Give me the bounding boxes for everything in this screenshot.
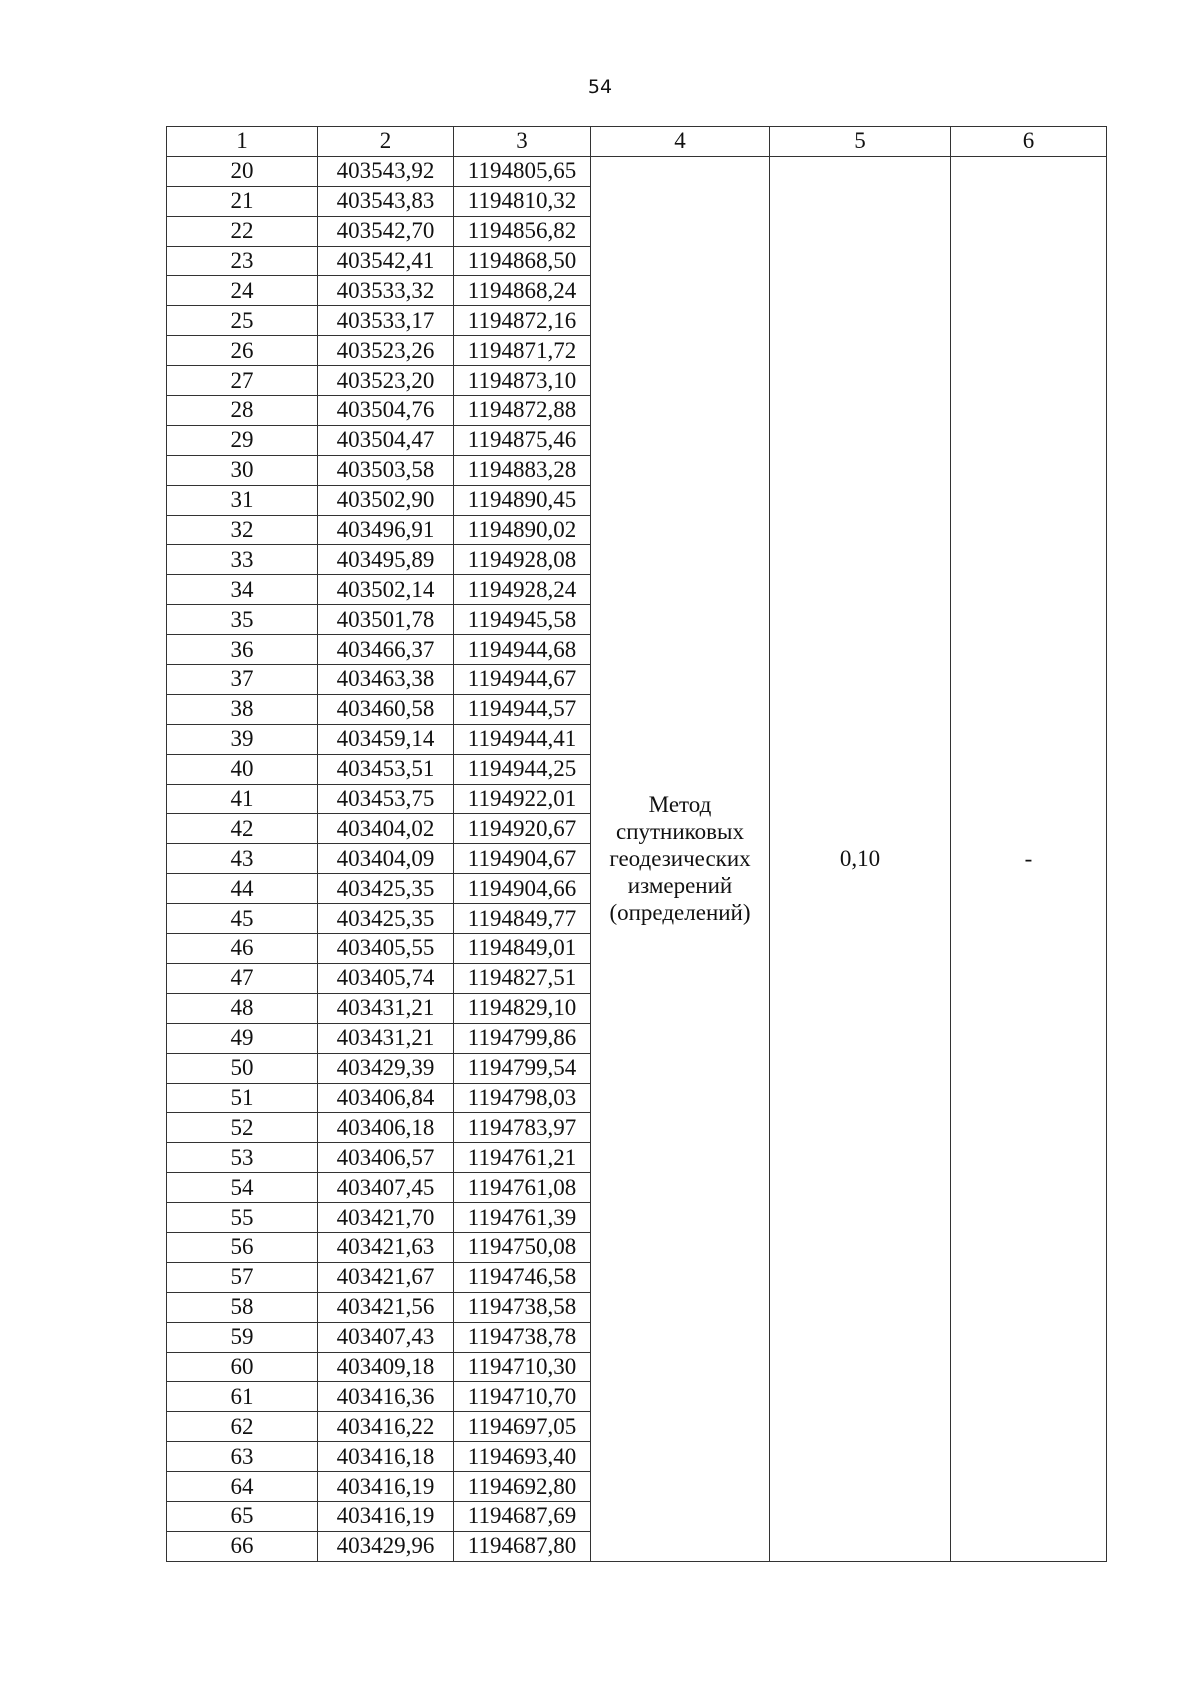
x-coordinate-cell: 403503,58 bbox=[318, 455, 454, 485]
point-number-cell: 55 bbox=[167, 1203, 318, 1233]
point-number-cell: 51 bbox=[167, 1083, 318, 1113]
point-number-cell: 36 bbox=[167, 635, 318, 665]
point-number-cell: 53 bbox=[167, 1143, 318, 1173]
x-coordinate-cell: 403421,70 bbox=[318, 1203, 454, 1233]
page-number: 54 bbox=[587, 76, 613, 98]
y-coordinate-cell: 1194922,01 bbox=[454, 784, 591, 814]
point-number-cell: 58 bbox=[167, 1292, 318, 1322]
y-coordinate-cell: 1194693,40 bbox=[454, 1442, 591, 1472]
point-number-cell: 57 bbox=[167, 1262, 318, 1292]
method-text-line: измерений bbox=[627, 873, 733, 899]
y-coordinate-cell: 1194805,65 bbox=[454, 156, 591, 186]
point-number-cell: 48 bbox=[167, 993, 318, 1023]
x-coordinate-cell: 403407,45 bbox=[318, 1173, 454, 1203]
accuracy-cell: 0,10 bbox=[770, 156, 951, 1561]
y-coordinate-cell: 1194829,10 bbox=[454, 993, 591, 1023]
point-number-cell: 28 bbox=[167, 396, 318, 426]
point-number-cell: 56 bbox=[167, 1232, 318, 1262]
y-coordinate-cell: 1194871,72 bbox=[454, 336, 591, 366]
table-header bbox=[167, 127, 1107, 157]
x-coordinate-cell: 403429,39 bbox=[318, 1053, 454, 1083]
x-coordinate-cell: 403406,84 bbox=[318, 1083, 454, 1113]
y-coordinate-cell: 1194873,10 bbox=[454, 366, 591, 396]
x-coordinate-cell: 403543,83 bbox=[318, 186, 454, 216]
header-col-6: 6 bbox=[951, 127, 1107, 157]
x-coordinate-cell: 403460,58 bbox=[318, 694, 454, 724]
y-coordinate-cell: 1194798,03 bbox=[454, 1083, 591, 1113]
point-number-cell: 45 bbox=[167, 904, 318, 934]
y-coordinate-cell: 1194783,97 bbox=[454, 1113, 591, 1143]
y-coordinate-cell: 1194944,57 bbox=[454, 694, 591, 724]
y-coordinate-cell: 1194697,05 bbox=[454, 1412, 591, 1442]
point-number-cell: 34 bbox=[167, 575, 318, 605]
header-col-5: 5 bbox=[770, 127, 951, 157]
y-coordinate-cell: 1194928,24 bbox=[454, 575, 591, 605]
header-col-1: 1 bbox=[167, 127, 318, 157]
point-number-cell: 66 bbox=[167, 1531, 318, 1561]
y-coordinate-cell: 1194761,39 bbox=[454, 1203, 591, 1233]
x-coordinate-cell: 403421,63 bbox=[318, 1232, 454, 1262]
y-coordinate-cell: 1194849,77 bbox=[454, 904, 591, 934]
point-number-cell: 25 bbox=[167, 306, 318, 336]
x-coordinate-cell: 403466,37 bbox=[318, 635, 454, 665]
y-coordinate-cell: 1194761,08 bbox=[454, 1173, 591, 1203]
x-coordinate-cell: 403421,67 bbox=[318, 1262, 454, 1292]
y-coordinate-cell: 1194904,66 bbox=[454, 874, 591, 904]
x-coordinate-cell: 403421,56 bbox=[318, 1292, 454, 1322]
x-coordinate-cell: 403542,70 bbox=[318, 216, 454, 246]
x-coordinate-cell: 403407,43 bbox=[318, 1322, 454, 1352]
x-coordinate-cell: 403523,20 bbox=[318, 366, 454, 396]
y-coordinate-cell: 1194872,88 bbox=[454, 396, 591, 426]
point-number-cell: 21 bbox=[167, 186, 318, 216]
y-coordinate-cell: 1194710,30 bbox=[454, 1352, 591, 1382]
x-coordinate-cell: 403404,02 bbox=[318, 814, 454, 844]
method-text-line: геодезических bbox=[609, 846, 751, 872]
x-coordinate-cell: 403523,26 bbox=[318, 336, 454, 366]
x-coordinate-cell: 403533,17 bbox=[318, 306, 454, 336]
point-number-cell: 64 bbox=[167, 1472, 318, 1502]
header-col-2: 2 bbox=[318, 127, 454, 157]
y-coordinate-cell: 1194868,50 bbox=[454, 246, 591, 276]
point-number-cell: 35 bbox=[167, 605, 318, 635]
y-coordinate-cell: 1194710,70 bbox=[454, 1382, 591, 1412]
point-number-cell: 38 bbox=[167, 694, 318, 724]
x-coordinate-cell: 403405,74 bbox=[318, 963, 454, 993]
point-number-cell: 65 bbox=[167, 1501, 318, 1531]
x-coordinate-cell: 403463,38 bbox=[318, 665, 454, 695]
header-row bbox=[167, 127, 1107, 157]
x-coordinate-cell: 403416,22 bbox=[318, 1412, 454, 1442]
y-coordinate-cell: 1194890,45 bbox=[454, 485, 591, 515]
header-col-3: 3 bbox=[454, 127, 591, 157]
point-number-cell: 60 bbox=[167, 1352, 318, 1382]
y-coordinate-cell: 1194944,68 bbox=[454, 635, 591, 665]
y-coordinate-cell: 1194928,08 bbox=[454, 545, 591, 575]
method-text-line: спутниковых bbox=[615, 819, 744, 845]
point-number-cell: 52 bbox=[167, 1113, 318, 1143]
point-number-cell: 46 bbox=[167, 934, 318, 964]
point-number-cell: 27 bbox=[167, 366, 318, 396]
point-number-cell: 62 bbox=[167, 1412, 318, 1442]
y-coordinate-cell: 1194920,67 bbox=[454, 814, 591, 844]
x-coordinate-cell: 403405,55 bbox=[318, 934, 454, 964]
point-number-cell: 29 bbox=[167, 425, 318, 455]
x-coordinate-cell: 403409,18 bbox=[318, 1352, 454, 1382]
point-number-cell: 31 bbox=[167, 485, 318, 515]
x-coordinate-cell: 403431,21 bbox=[318, 993, 454, 1023]
x-coordinate-cell: 403431,21 bbox=[318, 1023, 454, 1053]
y-coordinate-cell: 1194738,58 bbox=[454, 1292, 591, 1322]
y-coordinate-cell: 1194944,67 bbox=[454, 665, 591, 695]
point-number-cell: 20 bbox=[167, 156, 318, 186]
point-number-cell: 44 bbox=[167, 874, 318, 904]
x-coordinate-cell: 403453,51 bbox=[318, 754, 454, 784]
coordinates-table bbox=[166, 126, 1107, 1562]
x-coordinate-cell: 403416,19 bbox=[318, 1501, 454, 1531]
x-coordinate-cell: 403406,57 bbox=[318, 1143, 454, 1173]
y-coordinate-cell: 1194692,80 bbox=[454, 1472, 591, 1502]
y-coordinate-cell: 1194849,01 bbox=[454, 934, 591, 964]
y-coordinate-cell: 1194904,67 bbox=[454, 844, 591, 874]
method-text-line: Метод bbox=[648, 792, 712, 818]
method-text-line: (определений) bbox=[609, 900, 751, 926]
x-coordinate-cell: 403416,36 bbox=[318, 1382, 454, 1412]
method-cell bbox=[591, 156, 770, 1561]
point-number-cell: 41 bbox=[167, 784, 318, 814]
point-number-cell: 26 bbox=[167, 336, 318, 366]
y-coordinate-cell: 1194750,08 bbox=[454, 1232, 591, 1262]
y-coordinate-cell: 1194687,80 bbox=[454, 1531, 591, 1561]
col6-cell: - bbox=[951, 156, 1107, 1561]
x-coordinate-cell: 403453,75 bbox=[318, 784, 454, 814]
x-coordinate-cell: 403533,32 bbox=[318, 276, 454, 306]
x-coordinate-cell: 403542,41 bbox=[318, 246, 454, 276]
y-coordinate-cell: 1194761,21 bbox=[454, 1143, 591, 1173]
point-number-cell: 24 bbox=[167, 276, 318, 306]
y-coordinate-cell: 1194875,46 bbox=[454, 425, 591, 455]
point-number-cell: 33 bbox=[167, 545, 318, 575]
point-number-cell: 40 bbox=[167, 754, 318, 784]
x-coordinate-cell: 403496,91 bbox=[318, 515, 454, 545]
y-coordinate-cell: 1194856,82 bbox=[454, 216, 591, 246]
y-coordinate-cell: 1194799,86 bbox=[454, 1023, 591, 1053]
y-coordinate-cell: 1194944,41 bbox=[454, 724, 591, 754]
y-coordinate-cell: 1194738,78 bbox=[454, 1322, 591, 1352]
point-number-cell: 22 bbox=[167, 216, 318, 246]
x-coordinate-cell: 403416,18 bbox=[318, 1442, 454, 1472]
x-coordinate-cell: 403459,14 bbox=[318, 724, 454, 754]
x-coordinate-cell: 403429,96 bbox=[318, 1531, 454, 1561]
y-coordinate-cell: 1194868,24 bbox=[454, 276, 591, 306]
y-coordinate-cell: 1194883,28 bbox=[454, 455, 591, 485]
point-number-cell: 63 bbox=[167, 1442, 318, 1472]
x-coordinate-cell: 403504,76 bbox=[318, 396, 454, 426]
x-coordinate-cell: 403425,35 bbox=[318, 874, 454, 904]
header-col-4: 4 bbox=[591, 127, 770, 157]
x-coordinate-cell: 403495,89 bbox=[318, 545, 454, 575]
point-number-cell: 43 bbox=[167, 844, 318, 874]
x-coordinate-cell: 403406,18 bbox=[318, 1113, 454, 1143]
y-coordinate-cell: 1194872,16 bbox=[454, 306, 591, 336]
x-coordinate-cell: 403501,78 bbox=[318, 605, 454, 635]
point-number-cell: 49 bbox=[167, 1023, 318, 1053]
x-coordinate-cell: 403502,14 bbox=[318, 575, 454, 605]
y-coordinate-cell: 1194944,25 bbox=[454, 754, 591, 784]
point-number-cell: 37 bbox=[167, 665, 318, 695]
y-coordinate-cell: 1194945,58 bbox=[454, 605, 591, 635]
point-number-cell: 47 bbox=[167, 963, 318, 993]
x-coordinate-cell: 403416,19 bbox=[318, 1472, 454, 1502]
point-number-cell: 61 bbox=[167, 1382, 318, 1412]
point-number-cell: 54 bbox=[167, 1173, 318, 1203]
point-number-cell: 50 bbox=[167, 1053, 318, 1083]
point-number-cell: 32 bbox=[167, 515, 318, 545]
x-coordinate-cell: 403543,92 bbox=[318, 156, 454, 186]
point-number-cell: 59 bbox=[167, 1322, 318, 1352]
y-coordinate-cell: 1194687,69 bbox=[454, 1501, 591, 1531]
point-number-cell: 39 bbox=[167, 724, 318, 754]
x-coordinate-cell: 403404,09 bbox=[318, 844, 454, 874]
table-body bbox=[167, 156, 1107, 1561]
point-number-cell: 42 bbox=[167, 814, 318, 844]
y-coordinate-cell: 1194799,54 bbox=[454, 1053, 591, 1083]
y-coordinate-cell: 1194827,51 bbox=[454, 963, 591, 993]
table-row bbox=[167, 156, 1107, 186]
y-coordinate-cell: 1194810,32 bbox=[454, 186, 591, 216]
point-number-cell: 23 bbox=[167, 246, 318, 276]
y-coordinate-cell: 1194890,02 bbox=[454, 515, 591, 545]
x-coordinate-cell: 403502,90 bbox=[318, 485, 454, 515]
point-number-cell: 30 bbox=[167, 455, 318, 485]
x-coordinate-cell: 403425,35 bbox=[318, 904, 454, 934]
y-coordinate-cell: 1194746,58 bbox=[454, 1262, 591, 1292]
x-coordinate-cell: 403504,47 bbox=[318, 425, 454, 455]
